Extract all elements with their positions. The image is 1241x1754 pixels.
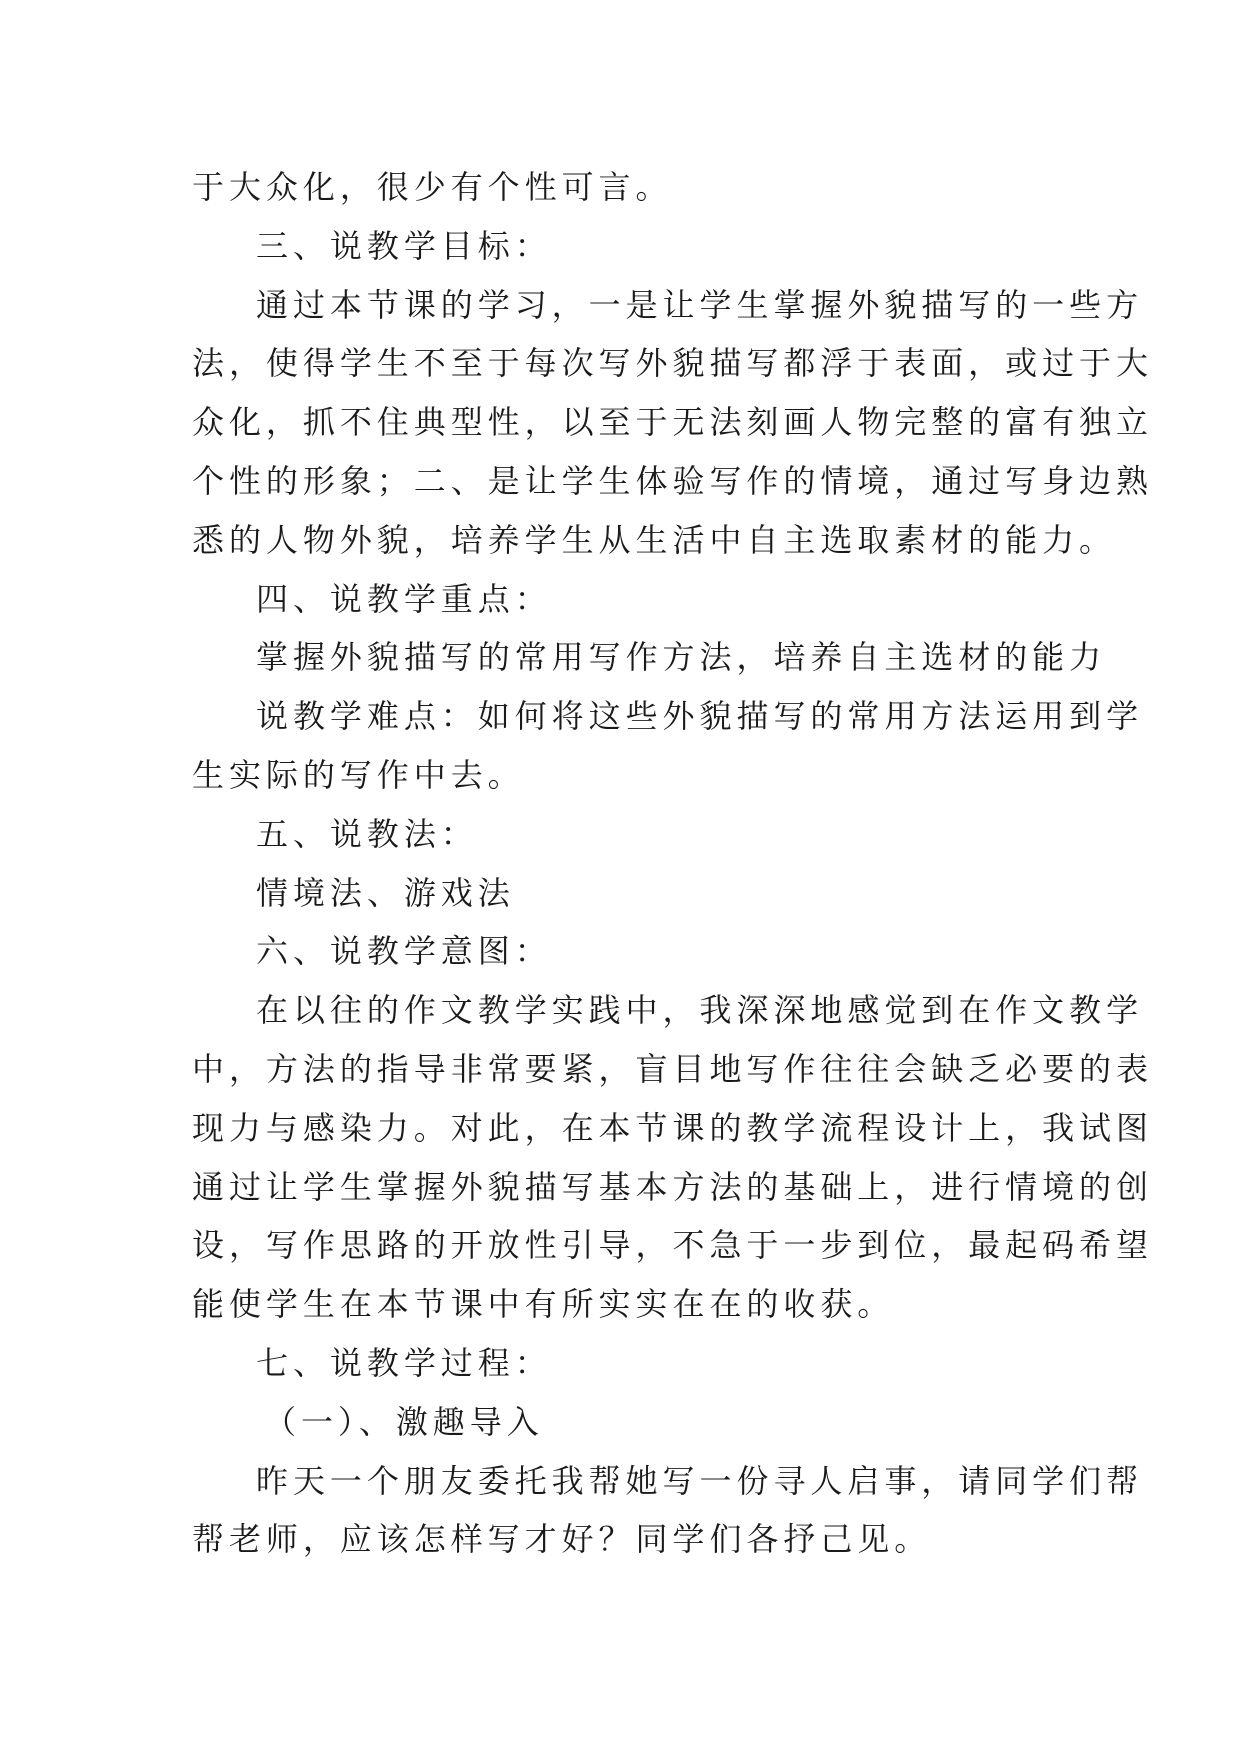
document-body — [192, 158, 1153, 1569]
paragraph-line: 通过本节课的学习，一是让学生掌握外貌描写的一些方 — [256, 285, 1144, 324]
paragraph-line: 众化，抓不住典型性，以至于无法刻画人物完整的富有独立 — [192, 403, 1153, 442]
paragraph-line: 于大众化，很少有个性可言。 — [192, 168, 673, 206]
paragraph-line: 生实际的写作中去。 — [192, 755, 525, 794]
subsection-heading: （一）、激趣导入 — [264, 1402, 544, 1441]
paragraph-line: 掌握外貌描写的常用写作方法，培养自主选材的能力 — [256, 638, 1107, 677]
section-heading-process: 七、说教学过程： — [256, 1343, 552, 1382]
paragraph-line: 说教学难点：如何将这些外貌描写的常用方法运用到学 — [256, 697, 1144, 736]
section-heading-intent: 六、说教学意图： — [256, 932, 552, 971]
paragraph-line: 通过让学生掌握外貌描写基本方法的基础上，进行情境的创 — [192, 1167, 1153, 1206]
paragraph-line: 中，方法的指导非常要紧，盲目地写作往往会缺乏必要的表 — [192, 1049, 1153, 1088]
paragraph-line: 法，使得学生不至于每次写外貌描写都浮于表面，或过于大 — [192, 344, 1153, 383]
paragraph-line: 设，写作思路的开放性引导，不急于一步到位，最起码希望 — [192, 1226, 1153, 1265]
section-heading-objectives: 三、说教学目标： — [256, 226, 552, 265]
paragraph-line: 悉的人物外貌，培养学生从生活中自主选取素材的能力。 — [192, 520, 1117, 559]
paragraph-line: 昨天一个朋友委托我帮她写一份寻人启事，请同学们帮 — [256, 1461, 1144, 1500]
section-heading-key-points: 四、说教学重点： — [256, 579, 552, 618]
paragraph-line: 现力与感染力。对此，在本节课的教学流程设计上，我试图 — [192, 1108, 1153, 1147]
paragraph-line: 能使学生在本节课中有所实实在在的收获。 — [192, 1285, 895, 1324]
section-heading-methods: 五、说教法： — [256, 814, 478, 853]
paragraph-line: 帮老师，应该怎样写才好？同学们各抒己见。 — [192, 1520, 932, 1559]
paragraph-line: 在以往的作文教学实践中，我深深地感觉到在作文教学 — [256, 991, 1144, 1030]
paragraph-line: 情境法、游戏法 — [256, 873, 515, 912]
paragraph-line: 个性的形象；二、是让学生体验写作的情境，通过写身边熟 — [192, 461, 1153, 500]
